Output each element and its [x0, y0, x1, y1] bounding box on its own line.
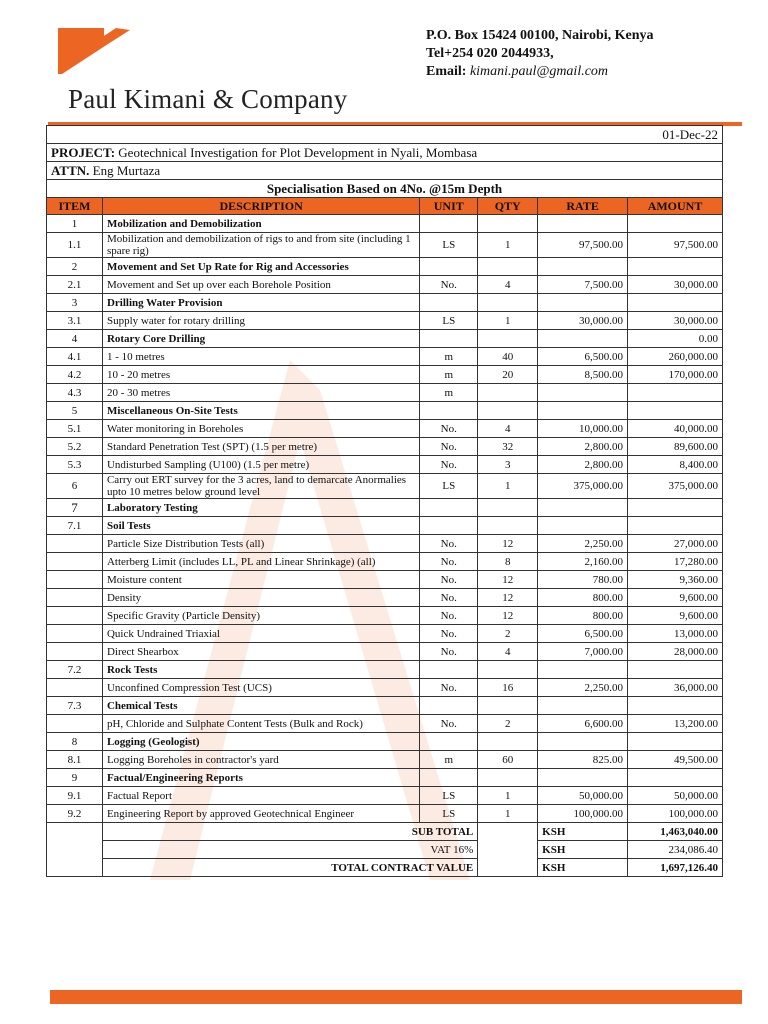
table-header [47, 198, 723, 215]
cell-qty: 12 [478, 571, 538, 589]
cell-amount: 30,000.00 [628, 276, 723, 294]
cell-unit: No. [420, 571, 478, 589]
cell-rate: 825.00 [538, 751, 628, 769]
cell-amount: 9,600.00 [628, 607, 723, 625]
cell-rate: 2,800.00 [538, 438, 628, 456]
column-header: AMOUNT [628, 198, 723, 215]
table-row [47, 643, 723, 661]
project-name: Geotechnical Investigation for Plot Development in Nyali, Mombasa [118, 144, 478, 160]
totals-row [47, 823, 723, 841]
cell-rate: 2,250.00 [538, 679, 628, 697]
table-row [47, 312, 723, 330]
email-link[interactable]: kimani.paul@gmail.com [469, 64, 609, 79]
cell-item: 4.1 [47, 348, 103, 366]
cell-rate [538, 697, 628, 715]
table-row [47, 769, 723, 787]
cell-amount: 28,000.00 [628, 643, 723, 661]
cell-amount [628, 697, 723, 715]
table-row [47, 625, 723, 643]
cell-unit: No. [420, 715, 478, 733]
cell-rate: 2,160.00 [538, 553, 628, 571]
cell-rate: 6,600.00 [538, 715, 628, 733]
cell-rate [538, 402, 628, 420]
table-row [47, 348, 723, 366]
cell-qty: 3 [478, 456, 538, 474]
cell-unit: No. [420, 276, 478, 294]
total-amount: 1,463,040.00 [628, 823, 723, 841]
cell-rate: 50,000.00 [538, 787, 628, 805]
cell-qty: 1 [478, 474, 538, 499]
attn-name: Eng Murtaza [92, 162, 161, 178]
cell-unit: LS [420, 233, 478, 258]
total-label: VAT 16% [102, 841, 477, 859]
cell-qty: 12 [478, 589, 538, 607]
cell-unit: No. [420, 679, 478, 697]
cell-unit: No. [420, 456, 478, 474]
column-header: ITEM [47, 198, 103, 215]
totals-row [47, 859, 723, 877]
table-row [47, 679, 723, 697]
cell-unit [420, 499, 478, 517]
cell-desc: Direct Shearbox [102, 643, 419, 661]
cell-item: 4 [47, 330, 103, 348]
cell-amount: 9,600.00 [628, 589, 723, 607]
cell-qty [478, 294, 538, 312]
cell-item: 9.1 [47, 787, 103, 805]
column-header: QTY [478, 198, 538, 215]
table-row [47, 661, 723, 679]
cell-qty [478, 733, 538, 751]
address: P.O. Box 15424 00100, Nairobi, Kenya [426, 28, 654, 43]
cell-qty [478, 402, 538, 420]
attn-line [47, 162, 723, 180]
cell-amount: 0.00 [628, 330, 723, 348]
cell-amount: 27,000.00 [628, 535, 723, 553]
project-line [47, 144, 723, 162]
cell-unit: LS [420, 787, 478, 805]
cell-qty: 2 [478, 625, 538, 643]
cell-item: 5.3 [47, 456, 103, 474]
cell-unit [420, 215, 478, 233]
cell-desc: Movement and Set Up Rate for Rig and Accessories [102, 258, 419, 276]
cell-amount: 97,500.00 [628, 233, 723, 258]
specialisation-title: Specialisation Based on 4No. @15m Depth [47, 180, 723, 198]
cell-rate: 800.00 [538, 607, 628, 625]
cell-qty: 16 [478, 679, 538, 697]
cell-desc: Miscellaneous On-Site Tests [102, 402, 419, 420]
footer-bar [50, 990, 742, 1004]
totals-spacer [47, 823, 103, 877]
cell-item [47, 607, 103, 625]
cell-unit [420, 258, 478, 276]
table-row [47, 787, 723, 805]
cell-amount: 13,200.00 [628, 715, 723, 733]
table-row [47, 571, 723, 589]
cell-item: 5.1 [47, 420, 103, 438]
cell-unit: No. [420, 553, 478, 571]
table-row [47, 215, 723, 233]
cell-rate: 10,000.00 [538, 420, 628, 438]
total-currency: KSH [538, 823, 628, 841]
cell-rate [538, 215, 628, 233]
cell-qty [478, 384, 538, 402]
cell-rate [538, 258, 628, 276]
cell-desc: Moisture content [102, 571, 419, 589]
cell-unit [420, 697, 478, 715]
cell-qty: 40 [478, 348, 538, 366]
table-row [47, 420, 723, 438]
quote-date: 01-Dec-22 [47, 126, 723, 144]
cell-rate [538, 384, 628, 402]
table-row [47, 438, 723, 456]
cell-item [47, 715, 103, 733]
cell-rate: 30,000.00 [538, 312, 628, 330]
cell-amount [628, 661, 723, 679]
cell-amount: 36,000.00 [628, 679, 723, 697]
cell-desc: Engineering Report by approved Geotechnical Engineer [102, 805, 419, 823]
cell-qty: 20 [478, 366, 538, 384]
cell-desc: 20 - 30 metres [102, 384, 419, 402]
cell-qty: 4 [478, 420, 538, 438]
cell-desc: Density [102, 589, 419, 607]
cell-unit: No. [420, 438, 478, 456]
totals-row [47, 841, 723, 859]
column-header: DESCRIPTION [102, 198, 419, 215]
cell-rate: 2,250.00 [538, 535, 628, 553]
cell-item: 7.2 [47, 661, 103, 679]
cell-item: 7.1 [47, 517, 103, 535]
company-name: Paul Kimani & Company [68, 84, 348, 114]
cell-item: 4.3 [47, 384, 103, 402]
total-amount: 234,086.40 [628, 841, 723, 859]
cell-unit: LS [420, 312, 478, 330]
cell-item: 1.1 [47, 233, 103, 258]
cell-desc: Laboratory Testing [102, 499, 419, 517]
table-row [47, 697, 723, 715]
cell-amount [628, 769, 723, 787]
cell-desc: Particle Size Distribution Tests (all) [102, 535, 419, 553]
cell-rate [538, 499, 628, 517]
cell-item: 5 [47, 402, 103, 420]
cell-unit [420, 733, 478, 751]
cell-desc: Movement and Set up over each Borehole Position [102, 276, 419, 294]
cell-desc: Logging (Geologist) [102, 733, 419, 751]
cell-amount [628, 517, 723, 535]
cell-desc: 10 - 20 metres [102, 366, 419, 384]
cell-unit: m [420, 366, 478, 384]
cell-qty [478, 769, 538, 787]
cell-unit: m [420, 348, 478, 366]
table-row [47, 553, 723, 571]
cell-qty: 4 [478, 643, 538, 661]
cell-desc: Rock Tests [102, 661, 419, 679]
cell-qty [478, 330, 538, 348]
table-row [47, 402, 723, 420]
table-row [47, 805, 723, 823]
cell-rate [538, 661, 628, 679]
cell-item: 7 [47, 499, 103, 517]
cell-qty [478, 661, 538, 679]
cell-amount: 9,360.00 [628, 571, 723, 589]
cell-amount [628, 215, 723, 233]
cell-unit: No. [420, 607, 478, 625]
cell-qty: 12 [478, 535, 538, 553]
table-row [47, 233, 723, 258]
table-row [47, 330, 723, 348]
cell-rate: 97,500.00 [538, 233, 628, 258]
column-header: RATE [538, 198, 628, 215]
project-label: PROJECT: [51, 144, 116, 160]
cell-rate: 800.00 [538, 589, 628, 607]
cell-desc: Standard Penetration Test (SPT) (1.5 per metre) [102, 438, 419, 456]
cell-amount: 89,600.00 [628, 438, 723, 456]
cell-qty [478, 517, 538, 535]
total-currency: KSH [538, 859, 628, 877]
cell-desc: Factual Report [102, 787, 419, 805]
cell-amount [628, 258, 723, 276]
attn-label: ATTN. [51, 162, 90, 178]
cell-unit: No. [420, 625, 478, 643]
cell-unit [420, 330, 478, 348]
table-row [47, 715, 723, 733]
cell-unit: No. [420, 535, 478, 553]
table-row [47, 733, 723, 751]
cell-amount [628, 384, 723, 402]
cell-rate [538, 517, 628, 535]
cell-item: 3.1 [47, 312, 103, 330]
company-logo [58, 28, 130, 74]
cell-qty: 8 [478, 553, 538, 571]
cell-unit: LS [420, 805, 478, 823]
cell-rate [538, 733, 628, 751]
cell-desc: pH, Chloride and Sulphate Content Tests (Bulk and Rock) [102, 715, 419, 733]
table-row [47, 607, 723, 625]
table-row [47, 294, 723, 312]
cell-rate: 6,500.00 [538, 625, 628, 643]
cell-qty [478, 499, 538, 517]
cell-desc: Unconfined Compression Test (UCS) [102, 679, 419, 697]
cell-item: 3 [47, 294, 103, 312]
cell-rate: 375,000.00 [538, 474, 628, 499]
cell-amount: 40,000.00 [628, 420, 723, 438]
cell-amount: 375,000.00 [628, 474, 723, 499]
contact-block [426, 27, 654, 81]
cell-rate: 6,500.00 [538, 348, 628, 366]
cell-desc: Logging Boreholes in contractor's yard [102, 751, 419, 769]
cell-amount [628, 294, 723, 312]
total-amount: 1,697,126.40 [628, 859, 723, 877]
cell-item [47, 553, 103, 571]
cell-item: 9.2 [47, 805, 103, 823]
cell-amount: 8,400.00 [628, 456, 723, 474]
cell-rate: 2,800.00 [538, 456, 628, 474]
cell-item [47, 589, 103, 607]
table-row [47, 474, 723, 499]
cell-desc: Supply water for rotary drilling [102, 312, 419, 330]
table-row [47, 456, 723, 474]
cell-unit: No. [420, 643, 478, 661]
email-label: Email: [426, 64, 467, 79]
cell-rate [538, 330, 628, 348]
cell-desc: Drilling Water Provision [102, 294, 419, 312]
cell-unit [420, 402, 478, 420]
table-row [47, 751, 723, 769]
cell-amount: 49,500.00 [628, 751, 723, 769]
cell-amount: 17,280.00 [628, 553, 723, 571]
telephone: Tel+254 020 2044933, [426, 46, 554, 61]
table-row [47, 258, 723, 276]
cell-amount [628, 402, 723, 420]
cell-desc: Carry out ERT survey for the 3 acres, land to demarcate Anormalies upto 10 metres below ground level [102, 474, 419, 499]
cell-item [47, 643, 103, 661]
cell-item: 7.3 [47, 697, 103, 715]
cell-item: 8 [47, 733, 103, 751]
cell-amount: 50,000.00 [628, 787, 723, 805]
cell-unit: No. [420, 420, 478, 438]
cell-amount [628, 733, 723, 751]
cell-unit [420, 294, 478, 312]
total-label: SUB TOTAL [102, 823, 477, 841]
cell-desc: Factual/Engineering Reports [102, 769, 419, 787]
cell-qty [478, 215, 538, 233]
cell-amount: 30,000.00 [628, 312, 723, 330]
cell-desc: Specific Gravity (Particle Density) [102, 607, 419, 625]
cell-qty: 12 [478, 607, 538, 625]
table-row [47, 517, 723, 535]
cell-item: 2 [47, 258, 103, 276]
cell-rate: 8,500.00 [538, 366, 628, 384]
cell-item [47, 679, 103, 697]
cell-desc: Quick Undrained Triaxial [102, 625, 419, 643]
cell-item [47, 625, 103, 643]
cell-qty: 1 [478, 233, 538, 258]
cell-qty: 1 [478, 805, 538, 823]
total-currency: KSH [538, 841, 628, 859]
cell-unit: m [420, 384, 478, 402]
cell-amount [628, 499, 723, 517]
cell-desc: 1 - 10 metres [102, 348, 419, 366]
cell-qty: 1 [478, 312, 538, 330]
cell-rate: 7,500.00 [538, 276, 628, 294]
cell-desc: Chemical Tests [102, 697, 419, 715]
cell-unit: LS [420, 474, 478, 499]
cell-qty [478, 697, 538, 715]
total-label: TOTAL CONTRACT VALUE [102, 859, 477, 877]
cell-rate: 7,000.00 [538, 643, 628, 661]
cell-desc: Undisturbed Sampling (U100) (1.5 per metre) [102, 456, 419, 474]
cell-item: 9 [47, 769, 103, 787]
table-row [47, 499, 723, 517]
table-row [47, 384, 723, 402]
cell-desc: Mobilization and demobilization of rigs to and from site (including 1 spare rig) [102, 233, 419, 258]
cell-rate [538, 769, 628, 787]
cell-qty: 32 [478, 438, 538, 456]
cell-item [47, 535, 103, 553]
cell-desc: Atterberg Limit (includes LL, PL and Linear Shrinkage) (all) [102, 553, 419, 571]
cell-unit [420, 661, 478, 679]
cell-rate [538, 294, 628, 312]
cell-item: 1 [47, 215, 103, 233]
table-row [47, 535, 723, 553]
cell-item [47, 571, 103, 589]
cell-unit: No. [420, 589, 478, 607]
cell-unit [420, 517, 478, 535]
cell-unit: m [420, 751, 478, 769]
cell-desc: Soil Tests [102, 517, 419, 535]
cell-item: 8.1 [47, 751, 103, 769]
column-header: UNIT [420, 198, 478, 215]
quotation-table [46, 125, 723, 877]
table-row [47, 589, 723, 607]
table-row [47, 366, 723, 384]
cell-desc: Rotary Core Drilling [102, 330, 419, 348]
cell-item: 4.2 [47, 366, 103, 384]
cell-item: 2.1 [47, 276, 103, 294]
cell-qty: 60 [478, 751, 538, 769]
cell-amount: 13,000.00 [628, 625, 723, 643]
cell-item: 6 [47, 474, 103, 499]
cell-amount: 260,000.00 [628, 348, 723, 366]
cell-desc: Water monitoring in Boreholes [102, 420, 419, 438]
table-row [47, 276, 723, 294]
cell-rate: 780.00 [538, 571, 628, 589]
cell-amount: 100,000.00 [628, 805, 723, 823]
totals-spacer [478, 823, 538, 877]
cell-unit [420, 769, 478, 787]
cell-desc: Mobilization and Demobilization [102, 215, 419, 233]
cell-amount: 170,000.00 [628, 366, 723, 384]
cell-qty: 4 [478, 276, 538, 294]
cell-rate: 100,000.00 [538, 805, 628, 823]
cell-item: 5.2 [47, 438, 103, 456]
cell-qty: 1 [478, 787, 538, 805]
cell-qty: 2 [478, 715, 538, 733]
cell-qty [478, 258, 538, 276]
